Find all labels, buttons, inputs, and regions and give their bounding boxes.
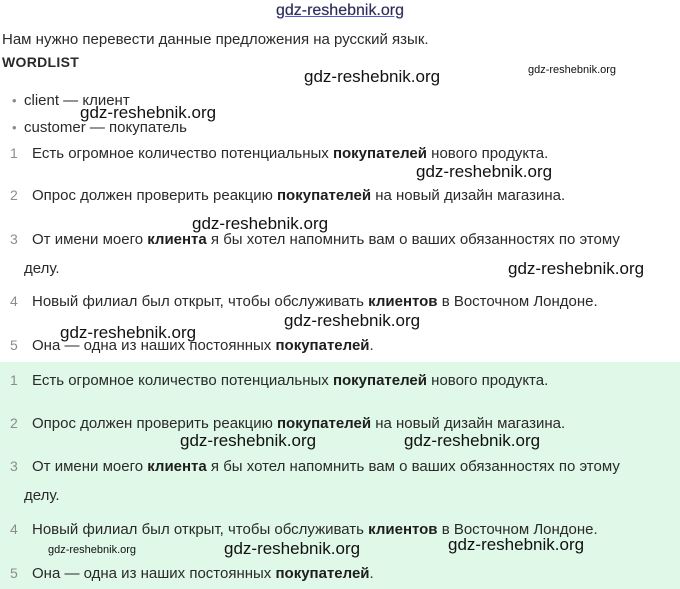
watermark: gdz-reshebnik.org [448,535,585,554]
answer-item [10,409,670,438]
watermark: gdz-reshebnik.org [304,67,441,86]
answer-text: в Восточном Лондоне. [437,521,598,538]
sentence-continuation: делу. [24,260,60,277]
sentence-text: на новый дизайн магазина. [371,187,566,204]
wordlist-item-text: client — клиент [24,92,130,109]
sentence-number: 4 [10,293,18,309]
sentence-number: 3 [10,231,18,247]
answer-text: Новый филиал был открыт, чтобы обслуживать [32,521,369,538]
answer-number: 1 [10,372,18,388]
bullet-icon: • [12,93,17,108]
answer-keyword: покупателей [332,372,427,389]
watermark: gdz-reshebnik.org [416,162,553,181]
sentence-text: Есть огромное количество потенциальных [32,145,333,162]
sentence-text: Опрос должен проверить реакцию [32,187,277,204]
sentence-text: От имени моего [32,231,148,248]
answer-text: Опрос должен проверить реакцию [32,415,277,432]
watermark: gdz-reshebnik.org [284,311,421,330]
sentence-keyword: покупателей [275,337,370,354]
answer-text: нового продукта. [427,372,549,389]
answer-continuation: делу. [24,487,60,504]
bullet-icon: • [12,120,17,135]
watermark: gdz-reshebnik.org [404,431,541,450]
watermark: gdz-reshebnik.org [48,544,137,556]
watermark: gdz-reshebnik.org [180,431,317,450]
answer-item [10,559,670,588]
answer-text: Она — одна из наших постоянных [32,565,276,582]
site-header-link[interactable]: gdz-reshebnik.org [275,2,405,19]
sentence-keyword: клиентов [368,293,438,310]
wordlist-title: WORDLIST [2,54,80,70]
answer-keyword: клиента [147,458,207,475]
answer-text: я бы хотел напомнить вам о ваших обязанностях по этому [206,458,620,475]
watermark: gdz-reshebnik.org [224,539,361,558]
sentence-number: 5 [10,337,18,353]
sentence-keyword: покупателей [332,145,427,162]
sentence-number: 1 [10,145,18,161]
answer-number: 4 [10,521,18,537]
sentence-text: в Восточном Лондоне. [437,293,598,310]
sentence-keyword: покупателей [277,187,372,204]
sentence-text: . [369,337,374,354]
answer-keyword: клиентов [368,521,438,538]
sentence-text: Она — одна из наших постоянных [32,337,276,354]
answer-number: 3 [10,458,18,474]
sentence-item [10,181,670,210]
answer-number: 2 [10,415,18,431]
sentence-keyword: клиента [147,231,207,248]
sentence-item [10,139,670,168]
answer-text: Есть огромное количество потенциальных [32,372,333,389]
wordlist-item-text: customer — покупатель [24,119,187,136]
sentence-text: нового продукта. [427,145,549,162]
answer-text: на новый дизайн магазина. [371,415,566,432]
answer-text: . [369,565,374,582]
watermark: gdz-reshebnik.org [80,103,217,122]
sentence-number: 2 [10,187,18,203]
sentence-text: я бы хотел напомнить вам о ваших обязанностях по этому [206,231,620,248]
answer-keyword: покупателей [275,565,370,582]
watermark: gdz-reshebnik.org [192,214,329,233]
answer-number: 5 [10,565,18,581]
watermark: gdz-reshebnik.org [508,259,645,278]
sentence-text: Новый филиал был открыт, чтобы обслуживать [32,293,369,310]
answer-text: От имени моего [32,458,148,475]
watermark: gdz-reshebnik.org [60,323,197,342]
answer-item [10,452,670,510]
watermark: gdz-reshebnik.org [528,64,617,76]
task-instruction: Нам нужно перевести данные предложения на русский язык. [2,31,429,48]
answer-item [10,366,670,395]
answer-keyword: покупателей [277,415,372,432]
